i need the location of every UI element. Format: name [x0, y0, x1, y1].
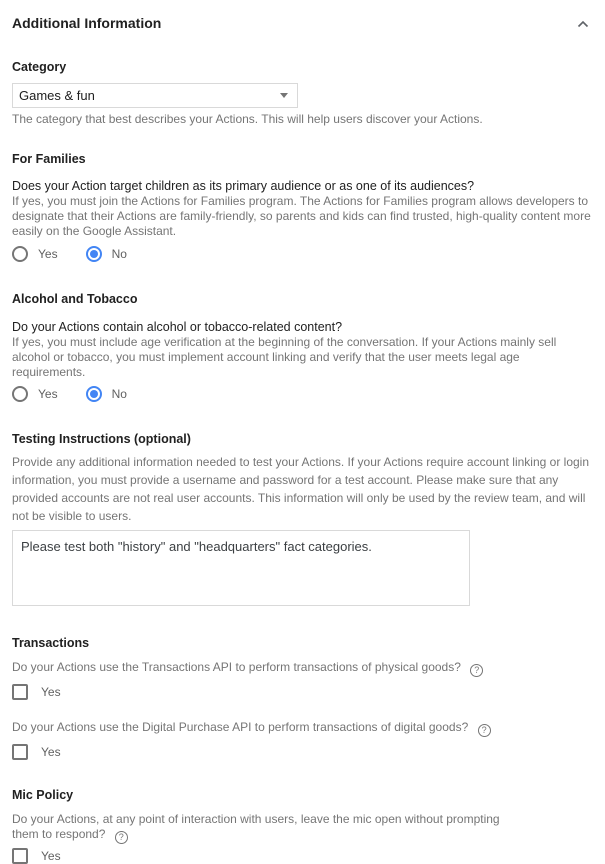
radio-label: No	[111, 387, 127, 401]
alcohol-tobacco-radio-yes[interactable]	[12, 386, 58, 402]
for-families-radio-yes[interactable]	[12, 246, 58, 262]
radio-unselected-icon	[12, 386, 28, 402]
category-label: Category	[12, 60, 67, 74]
radio-unselected-icon	[12, 246, 28, 262]
testing-instructions-section	[12, 432, 591, 606]
for-families-title: For Families	[12, 152, 86, 166]
dropdown-caret-icon	[280, 93, 288, 98]
transactions-digital-checkbox-row	[12, 744, 591, 760]
transactions-question-digital: Do your Actions use the Digital Purchase API to perform transactions of digital goods? ?	[12, 720, 591, 737]
chevron-up-icon	[577, 16, 589, 31]
radio-selected-icon	[86, 386, 102, 402]
panel-header	[12, 14, 591, 32]
mic-policy-section	[12, 788, 591, 864]
transactions-physical-checkbox[interactable]	[12, 684, 61, 700]
category-selected-value: Games & fun	[19, 88, 95, 103]
for-families-question: Does your Action target children as its primary audience or as one of its audiences?	[12, 179, 475, 193]
mic-policy-question: Do your Actions, at any point of interaction with users, leave the mic open without prompting them to respond? ?	[12, 812, 500, 842]
for-families-radio-no[interactable]	[86, 246, 127, 262]
testing-instructions-title: Testing Instructions (optional)	[12, 432, 191, 446]
mic-policy-checkbox-row	[12, 848, 591, 864]
alcohol-tobacco-radio-no[interactable]	[86, 386, 127, 402]
radio-selected-icon	[86, 246, 102, 262]
alcohol-tobacco-question: Do your Actions contain alcohol or tobacco-related content?	[12, 320, 343, 334]
transactions-digital-checkbox[interactable]	[12, 744, 61, 760]
transactions-title: Transactions	[12, 636, 90, 650]
transactions-section	[12, 636, 591, 760]
checkbox-label: Yes	[41, 685, 61, 699]
radio-label: Yes	[38, 247, 58, 261]
mic-policy-title: Mic Policy	[12, 788, 74, 802]
checkbox-unchecked-icon	[12, 848, 28, 864]
alcohol-tobacco-section	[12, 292, 591, 402]
alcohol-tobacco-radio-group	[12, 386, 591, 402]
category-select[interactable]	[12, 83, 298, 108]
help-icon[interactable]: ?	[115, 831, 128, 844]
mic-policy-checkbox[interactable]	[12, 848, 61, 864]
panel-title: Additional Information	[12, 15, 162, 31]
alcohol-tobacco-description: If yes, you must include age verification at the beginning of the conversation. If your Actions mainly sell alcohol or tobacco, you must implement account linking and verify that the user meets legal age requirements.	[12, 335, 557, 379]
category-help-text: The category that best describes your Actions. This will help users discover your Actions.	[12, 112, 483, 126]
for-families-radio-group	[12, 246, 591, 262]
checkbox-unchecked-icon	[12, 744, 28, 760]
collapse-section-button[interactable]	[575, 14, 591, 33]
alcohol-tobacco-title: Alcohol and Tobacco	[12, 292, 138, 306]
radio-label: No	[111, 247, 127, 261]
testing-instructions-description: Provide any additional information needed to test your Actions. If your Actions require account linking or login information, you must provide a username and password for a test account. Please make sure that any provided accounts are not real user accounts. This information will only be used by the review team, and will not be visible to users.	[12, 455, 590, 523]
category-section	[12, 60, 591, 127]
testing-instructions-input[interactable]	[12, 530, 470, 606]
help-icon[interactable]: ?	[478, 724, 491, 737]
radio-label: Yes	[38, 387, 58, 401]
checkbox-label: Yes	[41, 745, 61, 759]
transactions-question-physical: Do your Actions use the Transactions API to perform transactions of physical goods? ?	[12, 660, 591, 677]
for-families-section	[12, 152, 591, 262]
help-icon[interactable]: ?	[470, 664, 483, 677]
transactions-physical-checkbox-row	[12, 684, 591, 700]
checkbox-unchecked-icon	[12, 684, 28, 700]
for-families-description: If yes, you must join the Actions for Families program. The Actions for Families program allows developers to designate that their Actions are family-friendly, so parents and kids can find trusted, high-quality content more easily on the Google Assistant.	[12, 194, 591, 238]
checkbox-label: Yes	[41, 849, 61, 863]
